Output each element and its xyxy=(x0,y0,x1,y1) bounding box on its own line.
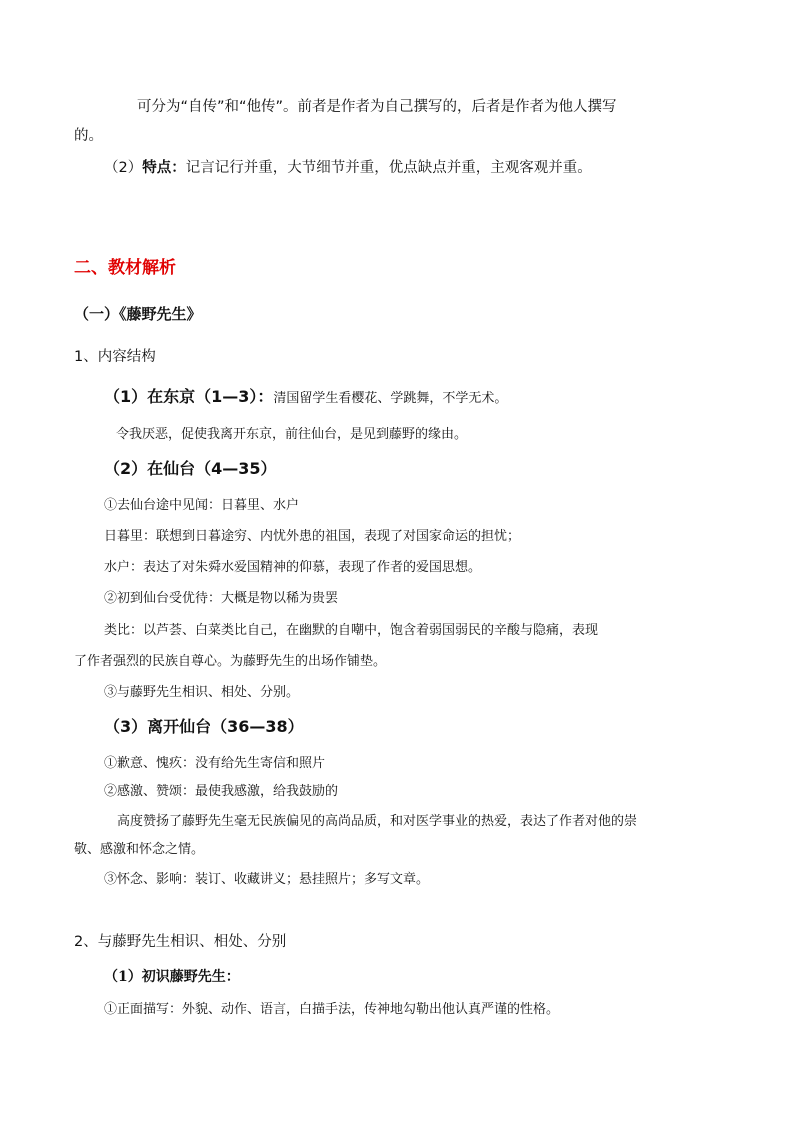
paragraph-features xyxy=(104,158,592,178)
leave-item-2: ②感激、赞颂：最使我感激，给我鼓励的 xyxy=(104,784,339,799)
sendai-item-2: 日暮里：联想到日暮途穷、内忧外患的祖国，表现了对国家命运的担忧； xyxy=(104,529,521,544)
sendai-item-5: 类比：以芦荟、白菜类比自己，在幽默的自嘲中，饱含着弱国弱民的辛酸与隐痛，表现 xyxy=(104,623,599,638)
leave-item-4: ③怀念、影响：装订、收藏讲义；悬挂照片；多写文章。 xyxy=(104,872,430,887)
sendai-item-6: ③与藤野先生相识、相处、分别。 xyxy=(104,685,300,700)
tokyo-heading: （1）在东京（1—3）： xyxy=(104,387,274,406)
sendai-item-3: 水户：表达了对朱舜水爱国精神的仰慕，表现了作者的爱国思想。 xyxy=(104,560,482,575)
features-number: （2） xyxy=(104,160,143,176)
sendai-heading: （2）在仙台（4—35） xyxy=(104,459,277,478)
sendai-item-1: ①去仙台途中见闻：日暮里、水户 xyxy=(104,498,300,513)
meet-subheading: （1）初识藤野先生： xyxy=(104,969,240,985)
features-label: 特点： xyxy=(142,160,186,176)
leave-item-3: 高度赞扬了藤野先生毫无民族偏见的高尚品质，和对医学事业的热爱，表达了作者对他的崇 xyxy=(117,814,638,829)
leave-heading: （3）离开仙台（36—38） xyxy=(104,717,304,736)
leave-item-1: ①歉意、愧疚：没有给先生寄信和照片 xyxy=(104,756,326,771)
section-title: 二、教材解析 xyxy=(74,258,176,278)
leave-item-3-cont: 敬、感激和怀念之情。 xyxy=(74,842,205,857)
tokyo-line xyxy=(104,387,507,409)
paragraph-biography-types: 可分为“自传”和“他传”。前者是作者为自己撰写的，后者是作者为他人撰写 xyxy=(137,99,617,115)
sendai-item-4: ②初到仙台受优待：大概是物以稀为贵罢 xyxy=(104,591,339,606)
meet-text: ①正面描写：外貌、动作、语言，白描手法，传神地勾勒出他认真严谨的性格。 xyxy=(104,1002,560,1017)
tokyo-text: 清国留学生看樱花、学跳舞，不学无术。 xyxy=(273,391,508,406)
tokyo-line-2: 令我厌恶，促使我离开东京，前往仙台，是见到藤野的缘由。 xyxy=(116,427,468,442)
structure-heading: 1、内容结构 xyxy=(74,349,156,365)
part-title: （一）《藤野先生》 xyxy=(74,305,202,323)
paragraph-biography-types-cont: 的。 xyxy=(74,128,103,144)
meet-heading: 2、与藤野先生相识、相处、分别 xyxy=(74,934,287,950)
sendai-item-5-cont: 了作者强烈的民族自尊心。为藤野先生的出场作铺垫。 xyxy=(74,654,387,669)
features-text: 记言记行并重，大节细节并重，优点缺点并重，主观客观并重。 xyxy=(185,160,592,176)
